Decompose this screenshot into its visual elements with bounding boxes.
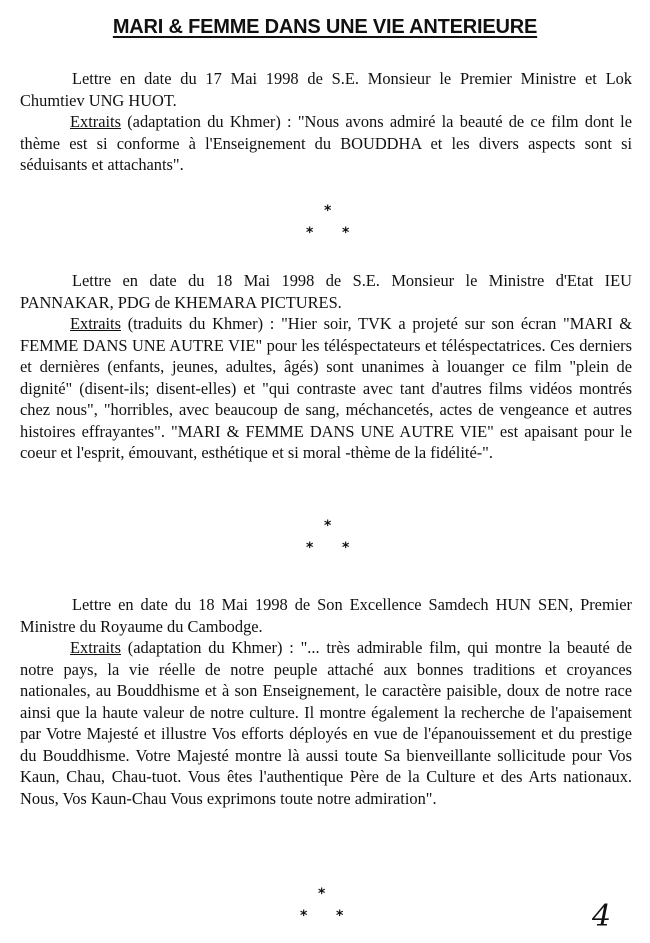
separator-star: * <box>342 225 350 241</box>
page-title: MARI & FEMME DANS UNE VIE ANTERIEURE <box>112 16 538 38</box>
letter-1 <box>20 68 632 176</box>
separator-2 <box>300 518 360 556</box>
letter-3-intro: Lettre en date du 18 Mai 1998 de Son Excellence Samdech HUN SEN, Premier Ministre du Royaume du Cambodge. <box>20 595 632 636</box>
separator-3 <box>294 886 354 924</box>
separator-star: * <box>306 540 314 556</box>
letter-2 <box>20 270 632 464</box>
separator-star: * <box>342 540 350 556</box>
letter-1-extract <box>20 111 632 176</box>
page-number: 4 <box>592 899 612 934</box>
extraits-label: Extraits <box>70 112 121 131</box>
letter-1-extract-text: (adaptation du Khmer) : "Nous avons admiré la beauté de ce film dont le thème est si conforme à l'Enseignement du BOUDDHA et les divers aspects sont si séduisants et attachants". <box>20 112 632 174</box>
letter-2-extract-text: (traduits du Khmer) : "Hier soir, TVK a projeté sur son écran "MARI & FEMME DANS UNE AUTRE VIE" pour les téléspectateurs et téléspectatrices. Ces derniers et dernières (enfants, jeunes, adultes, âgés) sont unanimes à louanger ce film "plein de dignité" (disent-ils; disent-elles) et "qui contraste avec tant d'autres films vidéos montrés chez nous", "horribles, avec beaucoup de sang, méchancetés, actes de vengeance et autres histoires effrayantes". "MARI & FEMME DANS UNE AUTRE VIE" est apaisant pour le coeur et l'esprit, émouvant, esthétique et si moral -thème de la fidélité-". <box>20 314 632 462</box>
separator-star: * <box>324 203 332 219</box>
letter-2-intro: Lettre en date du 18 Mai 1998 de S.E. Monsieur le Ministre d'Etat IEU PANNAKAR, PDG de KHEMARA PICTURES. <box>20 271 632 312</box>
extraits-label: Extraits <box>70 638 121 657</box>
separator-star: * <box>324 518 332 534</box>
letter-1-intro: Lettre en date du 17 Mai 1998 de S.E. Monsieur le Premier Ministre et Lok Chumtiev UNG HUOT. <box>20 69 632 110</box>
letter-2-extract <box>20 313 632 464</box>
letter-3 <box>20 594 632 809</box>
separator-star: * <box>300 908 308 924</box>
letter-3-extract-text: (adaptation du Khmer) : "... très admirable film, qui montre la beauté de notre pays, la vie réelle de notre peuple attaché aux bonnes traditions et croyances nationales, au Bouddhisme et à son Enseignement, le caractère paisible, doux de notre race ainsi que la haute valeur de notre culture. Il montre également la recherche de l'apaisement par Votre Majesté et illustre Vos efforts déployés en vue de l'épanouissement et du prestige du Bouddhisme. Votre Majesté montre là aussi toute Sa bienveillante sollicitude pour Vos Kaun, Chau, Chau-tuot. Vous êtes l'authentique Père de la Culture et des Arts nationaux. Nous, Vos Kaun-Chau Vous exprimons toute notre admiration". <box>20 638 632 808</box>
separator-1 <box>300 203 360 241</box>
separator-star: * <box>306 225 314 241</box>
separator-star: * <box>336 908 344 924</box>
letter-3-extract <box>20 637 632 809</box>
extraits-label: Extraits <box>70 314 121 333</box>
separator-star: * <box>318 886 326 902</box>
